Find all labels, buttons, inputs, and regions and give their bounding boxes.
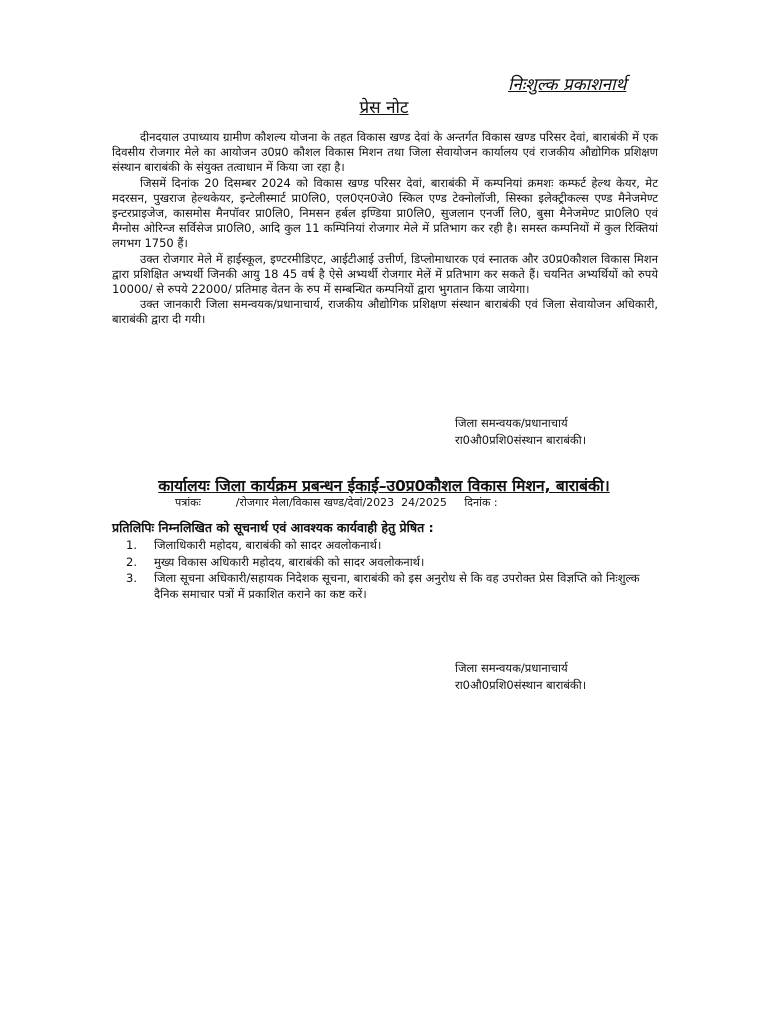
copy-list — [112, 538, 658, 603]
signature-institute: रा0औ0प्रशि0संस्थान बाराबंकी। — [455, 678, 587, 692]
signature-designation: जिला समन्वयक/प्रधानाचार्य — [455, 661, 568, 675]
paragraph: दीनदयाल उपाध्याय ग्रामीण कौशल्य योजना के तहत विकास खण्ड देवां के अन्तर्गत विकास खण्ड परिसर देवां, बाराबंकी में एक दिवसीय रोजगार मेले का आयोजन उ0प्र0 कौशल विकास मिशन तथा जिला सेवायोजन कार्यालय एवं राजकीय औद्योगिक प्रशिक्षण संस्थान बाराबंकी के संयुक्त तत्वाधान में किया जा रहा है। — [112, 130, 658, 175]
list-item — [112, 571, 658, 602]
list-number: 2. — [126, 554, 137, 569]
list-text: जिलाधिकारी महोदय, बाराबंकी को सादर अवलोकनार्थ। — [154, 538, 382, 552]
list-item — [112, 538, 658, 554]
list-number: 1. — [126, 538, 137, 552]
signature-block-2 — [455, 660, 586, 694]
paragraph: उक्त रोजगार मेले में हाईस्कूल, इण्टरमीडिएट, आईटीआई उत्तीर्ण, डिप्लोमाधारक एवं स्नातक और उ0प्र0कौशल विकास मिशन द्वारा प्रशिक्षित अभ्यर्थी जिनकी आयु 18 45 वर्ष है ऐसे अभ्यर्थी रोजगार मेलें में प्रतिभाग कर सकते हैं। चयनित अभ्यर्थियों को रुपये 10000/ से रुपये 22000/ प्रतिमाह वेतन के रुप में सम्बन्धित कम्पनियों द्वारा भुगतान किया जायेगा। — [112, 251, 658, 297]
press-note-body — [112, 130, 658, 328]
page-title: प्रेस नोट — [359, 98, 409, 118]
signature-block — [455, 415, 586, 449]
list-text: जिला सूचना अधिकारी/सहायक निदेशक सूचना, बाराबंकी को इस अनुरोध से कि वह उपरोक्त प्रेस विज्ञप्ति को निःशुल्क दैनिक समाचार पत्रों में प्रकाशित कराने का कष्ट करें। — [154, 571, 640, 601]
list-item — [112, 555, 658, 571]
paragraph: जिसमें दिनांक 20 दिसम्बर 2024 को विकास खण्ड परिसर देवां, बाराबंकी में कम्पनियां क्रमशः कम्फर्ट हेल्थ केयर, मेट मदरसन, पुखराज हेल्थकेयर, इन्टेलीस्मार्ट प्रा0लि0, एल0एन0जे0 स्किल एण्ड टेक्नोलॉजी, सिस्का इलेक्ट्रीकल्स एण्ड मैनेजमेण्ट इन्टरप्राइजेज, कासमोस मैनपॉवर प्रा0लि0, निमसन हर्बल इण्डिया प्रा0लि0, सुजलान एनर्जी लि0, बुसा मैनेजमेण्ट प्रा0लि0 एवं मैग्नोस ओरिन्ज सर्विसेज प्रा0लि0, आदि कुल 11 कम्पिनियां रोजगार मेले में प्रतिभाग कर रही है। समस्त कम्पनियों में कुल रिक्तियां लगभग 1750 हैं। — [112, 175, 658, 251]
paragraph: उक्त जानकारी जिला समन्वयक/प्रधानाचार्य, राजकीय औद्योगिक प्रशिक्षण संस्थान बाराबंकी एवं जिला सेवायोजन अधिकारी, बाराबंकी द्वारा दी गयी। — [112, 297, 658, 327]
signature-institute: रा0औ0प्रशि0संस्थान बाराबंकी। — [455, 433, 587, 447]
free-publication-label: निःशुल्क प्रकाशनार्थ — [508, 75, 627, 95]
signature-designation: जिला समन्वयक/प्रधानाचार्य — [455, 416, 568, 430]
copy-heading: प्रतिलिपिः निम्नलिखित को सूचनार्थ एवं आवश्यक कार्यवाही हेतु प्रेषित : — [112, 520, 434, 535]
list-text: मुख्य विकास अधिकारी महोदय, बाराबंकी को सादर अवलोकनार्थ। — [154, 554, 425, 569]
reference-line: पत्रांकः /रोजगार मेला/विकास खण्ड/देवां/2023 24/2025 दिनांक : — [175, 496, 498, 509]
list-number: 3. — [126, 571, 137, 585]
office-heading: कार्यालयः जिला कार्यक्रम प्रबन्धन ईकाई–उ0प्र0कौशल विकास मिशन, बाराबंकी। — [158, 477, 610, 495]
